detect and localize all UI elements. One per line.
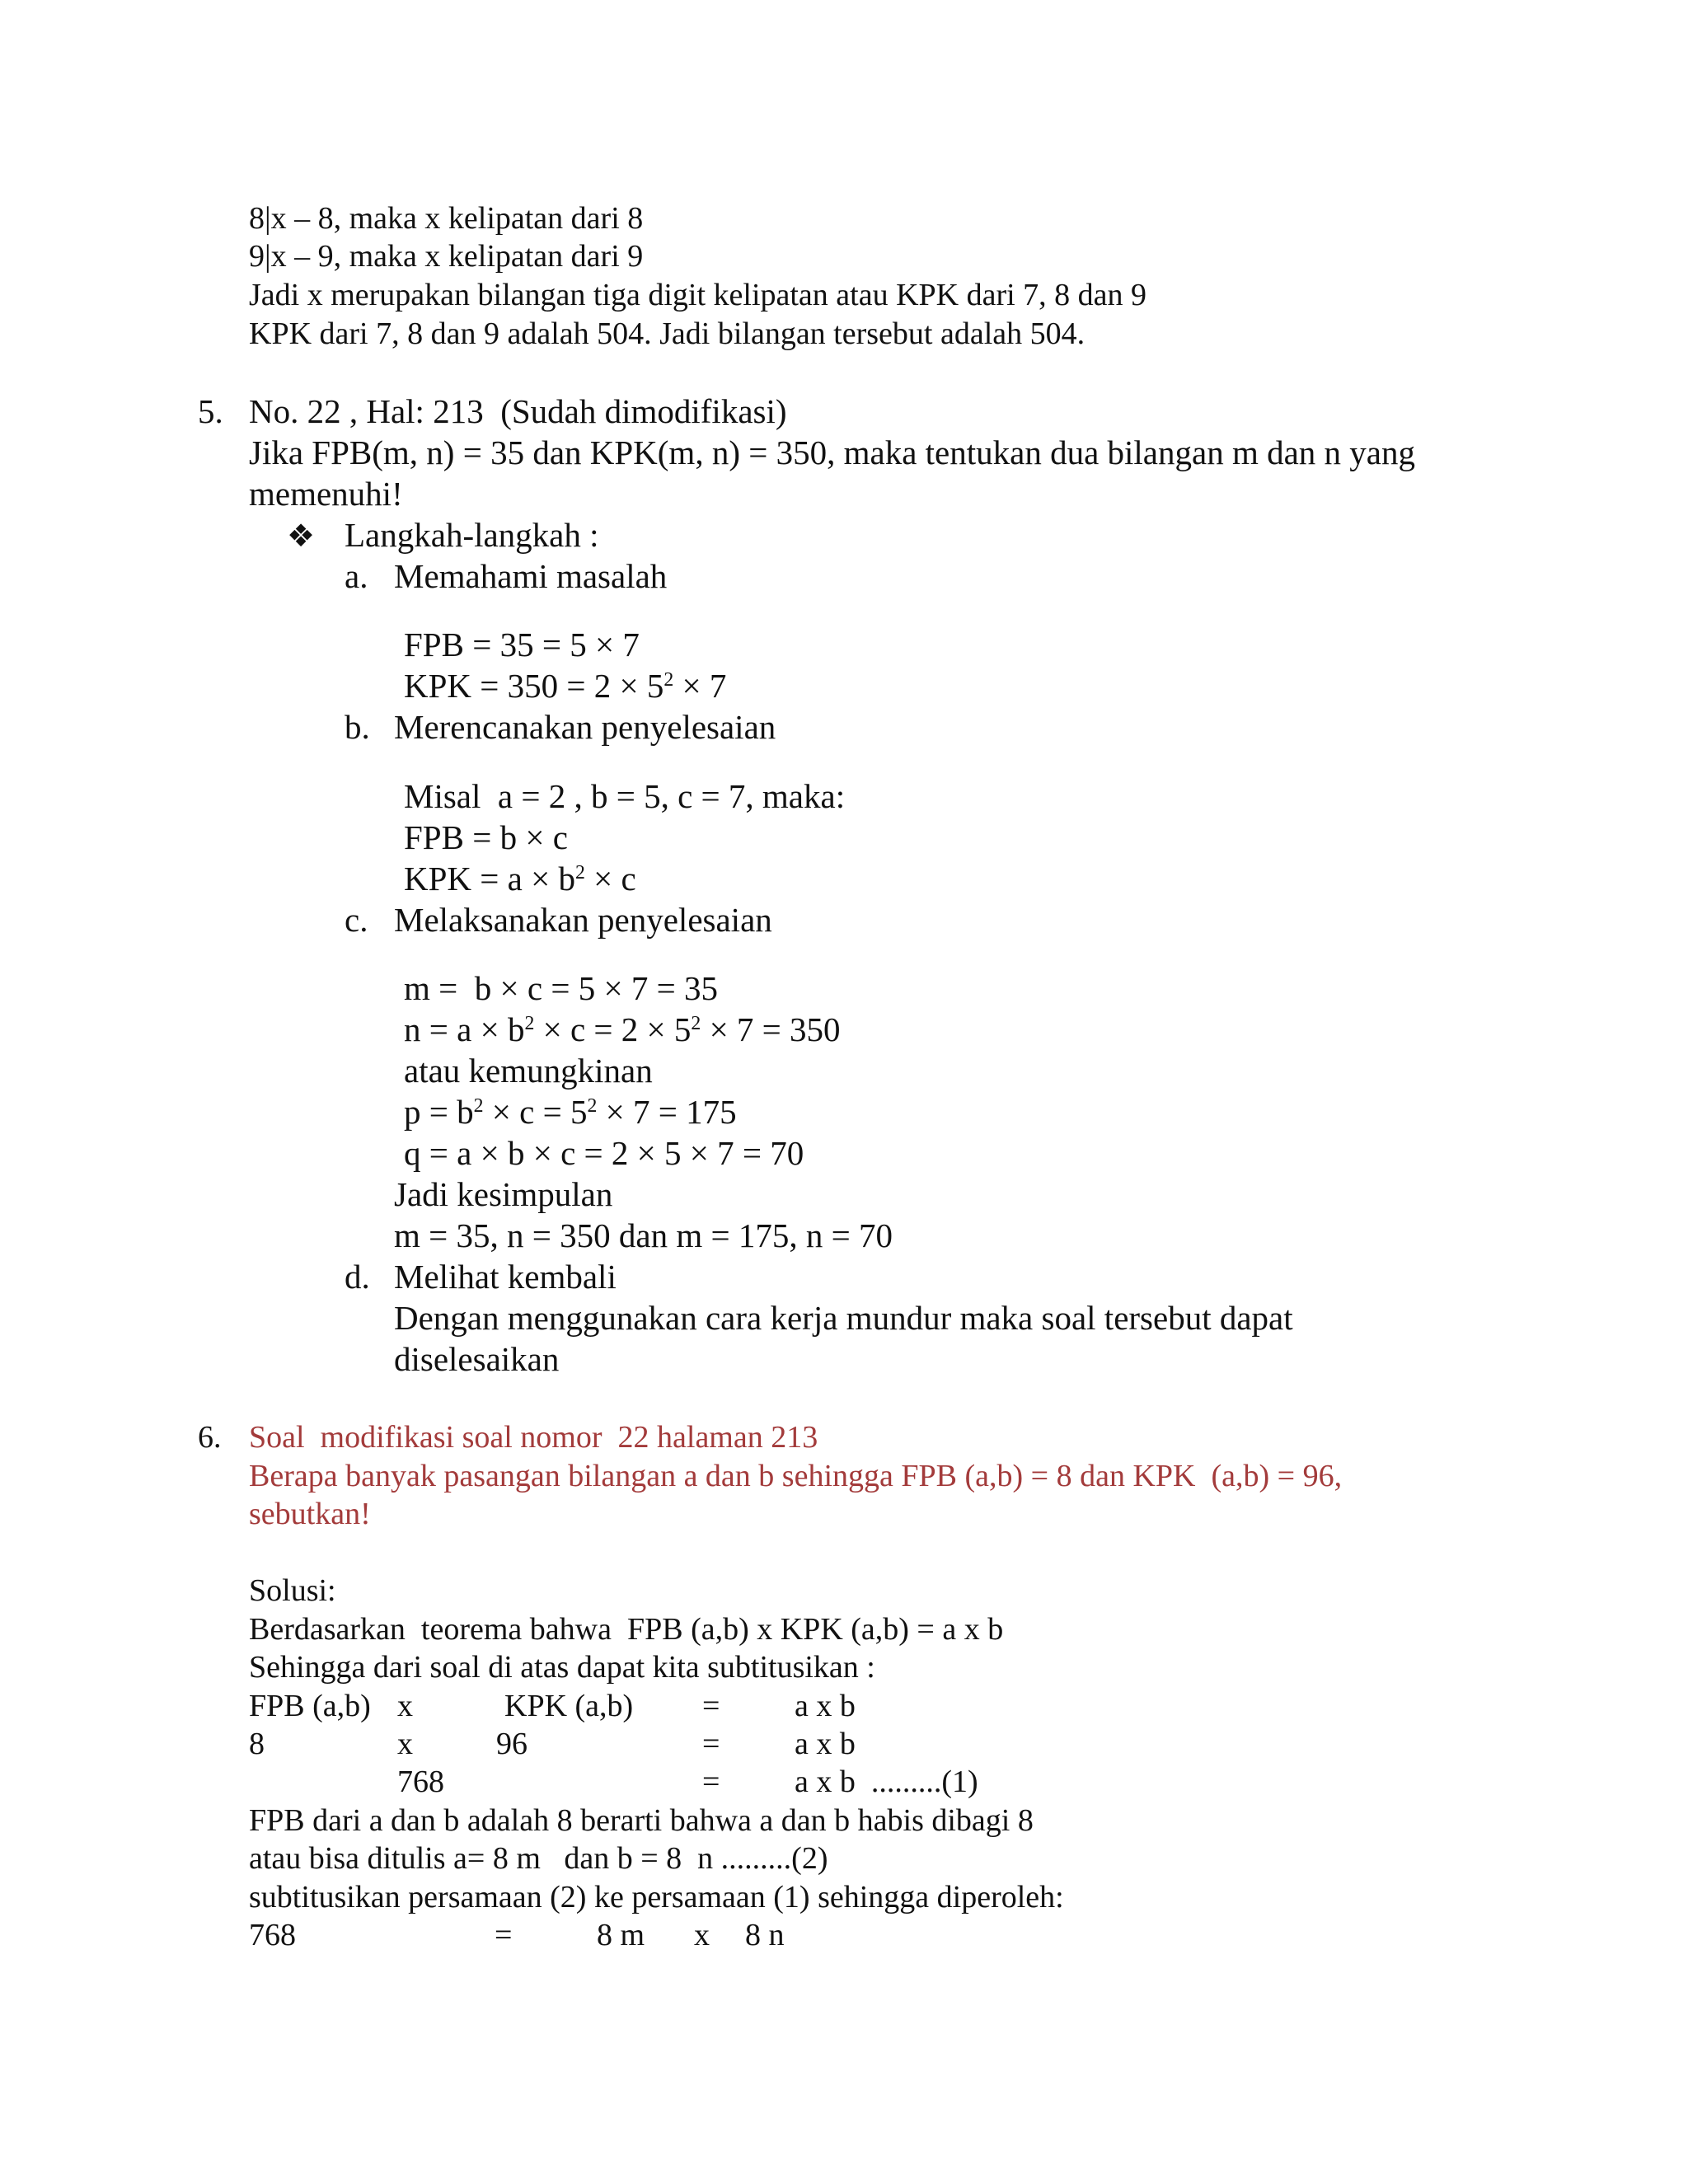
top-line-4: KPK dari 7, 8 dan 9 adalah 504. Jadi bilangan tersebut adalah 504.: [249, 316, 1085, 351]
eq-row1-col5: a x b: [795, 1689, 856, 1723]
step-a-title: Memahami masalah: [394, 557, 668, 595]
exponent: 2: [663, 668, 674, 691]
item5-title: No. 22 , Hal: 213 (Sudah dimodifikasi): [249, 392, 787, 430]
eq-row4-col3: 8 m: [597, 1918, 645, 1952]
item6-number: 6.: [198, 1420, 222, 1455]
step-a-line-2: KPK = $350 = 2 \times 5^2 \times 7$: [404, 667, 727, 705]
step-b-line-3: KPK = $a \times b^2 \times c$: [404, 860, 636, 898]
eq-row1-col4: =: [702, 1689, 720, 1723]
eq-row2-col3: 96: [496, 1727, 528, 1761]
step-a-letter: a.: [345, 557, 368, 595]
eq-row2-col5: a x b: [795, 1727, 856, 1761]
step-b-line-2: FPB = b × c: [404, 818, 568, 856]
item6-title: Soal modifikasi soal nomor 22 halaman 213: [249, 1420, 818, 1455]
solusi-label: Solusi:: [249, 1573, 336, 1608]
step-c-line-4: $p = b^2 \times c = 5^2 \times 7 = 175$: [404, 1093, 737, 1131]
solusi-line-3: FPB dari a dan b adalah 8 berarti bahwa a dan b habis dibagi 8: [249, 1803, 1034, 1838]
step-c-line-3: atau kemungkinan: [404, 1052, 653, 1090]
step-d-line-2: diselesaikan: [394, 1340, 560, 1378]
step-c-line-7: m = 35, n = 350 dan m = 175, n = 70: [394, 1216, 893, 1254]
exponent: 2: [473, 1094, 484, 1117]
item5-question-line-1: Jika FPB(m, n) = 35 dan KPK(m, n) = 350, maka tentukan dua bilangan m dan n yang: [249, 434, 1415, 471]
item5-number: 5.: [198, 392, 223, 430]
step-c-title: Melaksanakan penyelesaian: [394, 901, 772, 939]
step-d-letter: d.: [345, 1258, 370, 1296]
step-d-title: Melihat kembali: [394, 1258, 617, 1296]
step-c-letter: c.: [345, 901, 368, 939]
exponent: 2: [524, 1012, 535, 1034]
step-c-line-2: $n = a \times b^2 \times c = 2 \times 5^2 \times 7 = 350$: [404, 1010, 841, 1048]
step-b-line-1: Misal a = 2 , b = 5, c = 7, maka:: [404, 777, 846, 815]
diamond-bullet-icon: ❖: [287, 518, 316, 554]
exponent: 2: [587, 1094, 598, 1117]
step-c-line-1: m = b × c = 5 × 7 = 35: [404, 969, 718, 1007]
solusi-line-2: Sehingga dari soal di atas dapat kita subtitusikan :: [249, 1650, 875, 1685]
eq-row2-col2: x: [397, 1727, 413, 1761]
eq-row4-col5: 8 n: [745, 1918, 785, 1952]
step-c-line-6: Jadi kesimpulan: [394, 1175, 613, 1213]
exponent: 2: [574, 861, 585, 883]
top-line-3: Jadi x merupakan bilangan tiga digit kelipatan atau KPK dari 7, 8 dan 9: [249, 278, 1147, 312]
eq-row4-col2: =: [495, 1918, 513, 1952]
steps-title: Langkah-langkah :: [345, 516, 599, 554]
item6-question-line-1: Berapa banyak pasangan bilangan a dan b sehingga FPB (a,b) = 8 dan KPK (a,b) = 96,: [249, 1459, 1343, 1493]
eq-row3-col2: =: [702, 1765, 720, 1799]
eq-row4-col4: x: [694, 1918, 710, 1952]
solusi-line-1: Berdasarkan teorema bahwa FPB (a,b) x KPK (a,b) = a x b: [249, 1612, 1004, 1647]
top-line-1: 8|x – 8, maka x kelipatan dari 8: [249, 201, 644, 236]
step-d-line-1: Dengan menggunakan cara kerja mundur maka soal tersebut dapat: [394, 1299, 1293, 1337]
eq-row1-col1: FPB (a,b): [249, 1689, 371, 1723]
solusi-line-4: atau bisa ditulis a= 8 m dan b = 8 n .........(2): [249, 1841, 828, 1876]
step-a-line-1: FPB = 35 = 5 × 7: [404, 626, 640, 663]
step-b-title: Merencanakan penyelesaian: [394, 708, 776, 746]
top-line-2: 9|x – 9, maka x kelipatan dari 9: [249, 239, 644, 274]
eq-row2-col4: =: [702, 1727, 720, 1761]
item5-question-line-2: memenuhi!: [249, 475, 403, 513]
eq-row1-col3: KPK (a,b): [504, 1689, 634, 1723]
exponent: 2: [691, 1012, 701, 1034]
step-b-letter: b.: [345, 708, 370, 746]
eq-row3-col3: a x b .........(1): [795, 1765, 978, 1799]
eq-row3-col1: 768: [397, 1765, 444, 1799]
eq-row2-col1: 8: [249, 1727, 265, 1761]
solusi-line-5: subtitusikan persamaan (2) ke persamaan (1) sehingga diperoleh:: [249, 1880, 1064, 1915]
eq-row1-col2: x: [397, 1689, 413, 1723]
eq-row4-col1: 768: [249, 1918, 296, 1952]
item6-question-line-2: sebutkan!: [249, 1497, 371, 1531]
step-c-line-5: q = a × b × c = 2 × 5 × 7 = 70: [404, 1134, 804, 1172]
